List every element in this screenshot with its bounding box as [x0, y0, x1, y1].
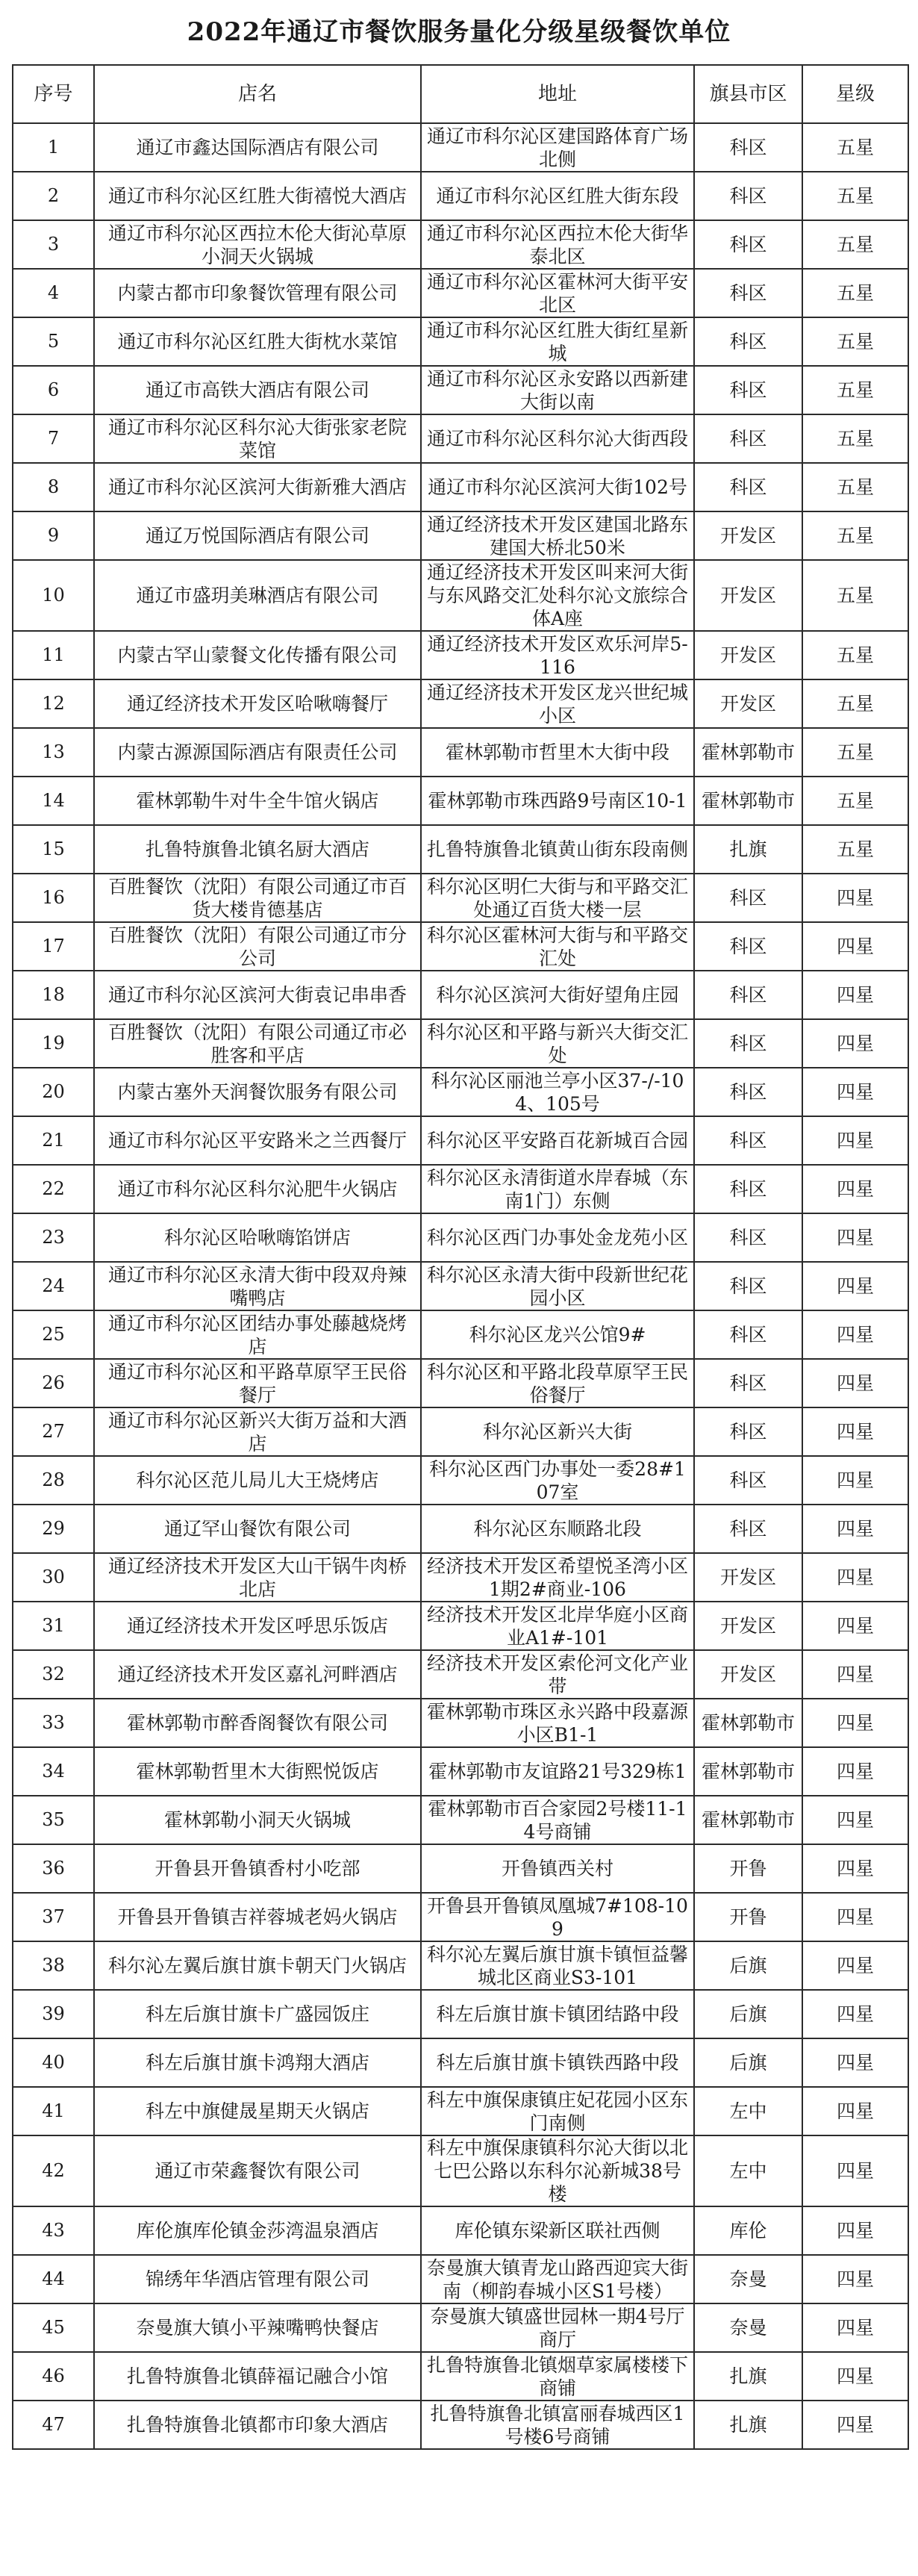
district: 科区: [694, 922, 802, 971]
table-row: [13, 172, 908, 220]
star-rating: 四星: [802, 2206, 908, 2255]
restaurant-name: 开鲁县开鲁镇香村小吃部: [94, 1844, 421, 1893]
restaurant-address: 科尔沁区明仁大街与和平路交汇处通辽百货大楼一层: [421, 874, 694, 922]
restaurant-name: 百胜餐饮（沈阳）有限公司通辽市必胜客和平店: [94, 1019, 421, 1068]
star-rating: 五星: [802, 825, 908, 874]
restaurant-name: 通辽市科尔沁区红胜大街禧悦大酒店: [94, 172, 421, 220]
table-row: [13, 728, 908, 777]
restaurant-name: 通辽市科尔沁区西拉木伦大街沁草原小洞天火锅城: [94, 220, 421, 269]
table-row: [13, 2352, 908, 2401]
table-row: [13, 414, 908, 463]
row-index: 46: [13, 2352, 94, 2401]
district: 科区: [694, 1019, 802, 1068]
restaurant-name: 通辽经济技术开发区哈啾嗨餐厅: [94, 679, 421, 728]
row-index: 14: [13, 777, 94, 825]
star-rating: 四星: [802, 1407, 908, 1456]
row-index: 5: [13, 317, 94, 366]
star-rating: 四星: [802, 1941, 908, 1990]
restaurant-name: 科尔沁左翼后旗甘旗卡朝天门火锅店: [94, 1941, 421, 1990]
restaurant-address: 科尔沁左翼后旗甘旗卡镇恒益馨城北区商业S3-101: [421, 1941, 694, 1990]
row-index: 1: [13, 123, 94, 172]
table-row: [13, 1262, 908, 1310]
district: 科区: [694, 220, 802, 269]
table-row: [13, 874, 908, 922]
table-row: [13, 1359, 908, 1407]
district: 科区: [694, 366, 802, 414]
restaurant-address: 科左中旗保康镇科尔沁大街以北七巴公路以东科尔沁新城38号楼: [421, 2135, 694, 2206]
restaurant-address: 科尔沁区永清街道水岸春城（东南1门）东侧: [421, 1165, 694, 1213]
table-row: [13, 511, 908, 560]
star-rating: 四星: [802, 2401, 908, 2449]
table-row: [13, 463, 908, 511]
star-rating: 四星: [802, 1990, 908, 2038]
star-rating: 四星: [802, 1165, 908, 1213]
district: 开发区: [694, 1650, 802, 1699]
row-index: 6: [13, 366, 94, 414]
row-index: 35: [13, 1796, 94, 1844]
star-rating: 五星: [802, 560, 908, 631]
row-index: 25: [13, 1310, 94, 1359]
table-row: [13, 1941, 908, 1990]
district: 扎旗: [694, 2401, 802, 2449]
restaurant-address: 科尔沁区东顺路北段: [421, 1505, 694, 1553]
restaurant-address: 霍林郭勒市友谊路21号329栋1: [421, 1747, 694, 1796]
star-rating: 四星: [802, 1456, 908, 1505]
table-row: [13, 2038, 908, 2087]
restaurant-name: 通辽市高铁大酒店有限公司: [94, 366, 421, 414]
star-rating: 四星: [802, 1019, 908, 1068]
restaurant-address: 科尔沁区永清大街中段新世纪花园小区: [421, 1262, 694, 1310]
star-rating: 四星: [802, 1796, 908, 1844]
district: 科区: [694, 1456, 802, 1505]
district: 科区: [694, 1068, 802, 1116]
district: 科区: [694, 1505, 802, 1553]
star-rating: 四星: [802, 2087, 908, 2135]
table-row: [13, 1990, 908, 2038]
star-rating: 四星: [802, 1553, 908, 1602]
restaurant-name: 内蒙古塞外天润餐饮服务有限公司: [94, 1068, 421, 1116]
restaurant-name: 内蒙古源源国际酒店有限责任公司: [94, 728, 421, 777]
restaurant-name: 通辽万悦国际酒店有限公司: [94, 511, 421, 560]
district: 左中: [694, 2135, 802, 2206]
district: 科区: [694, 1310, 802, 1359]
restaurant-address: 扎鲁特旗鲁北镇富丽春城西区1号楼6号商铺: [421, 2401, 694, 2449]
restaurant-address: 科尔沁区丽池兰亭小区37-/-104、105号: [421, 1068, 694, 1116]
table-row: [13, 220, 908, 269]
restaurant-name: 通辽罕山餐饮有限公司: [94, 1505, 421, 1553]
star-rating: 四星: [802, 1262, 908, 1310]
restaurant-name: 通辽市盛玥美琳酒店有限公司: [94, 560, 421, 631]
star-rating: 四星: [802, 1602, 908, 1650]
restaurant-name: 科尔沁区范儿局儿大王烧烤店: [94, 1456, 421, 1505]
star-rating: 五星: [802, 463, 908, 511]
district: 霍林郭勒市: [694, 1747, 802, 1796]
row-index: 29: [13, 1505, 94, 1553]
district: 开鲁: [694, 1893, 802, 1941]
star-rating: 四星: [802, 2352, 908, 2401]
row-index: 13: [13, 728, 94, 777]
restaurant-name: 扎鲁特旗鲁北镇名厨大酒店: [94, 825, 421, 874]
star-rating: 五星: [802, 220, 908, 269]
restaurant-address: 扎鲁特旗鲁北镇烟草家属楼楼下商铺: [421, 2352, 694, 2401]
restaurant-name: 霍林郭勒牛对牛全牛馆火锅店: [94, 777, 421, 825]
restaurant-address: 科尔沁区平安路百花新城百合园: [421, 1116, 694, 1165]
restaurant-address: 经济技术开发区索伦河文化产业带: [421, 1650, 694, 1699]
district: 库伦: [694, 2206, 802, 2255]
row-index: 21: [13, 1116, 94, 1165]
row-index: 2: [13, 172, 94, 220]
restaurant-name: 通辽市荣鑫餐饮有限公司: [94, 2135, 421, 2206]
district: 科区: [694, 1116, 802, 1165]
row-index: 16: [13, 874, 94, 922]
row-index: 8: [13, 463, 94, 511]
district: 开发区: [694, 679, 802, 728]
star-rating: 五星: [802, 172, 908, 220]
district: 奈曼: [694, 2303, 802, 2352]
row-index: 33: [13, 1699, 94, 1747]
district: 左中: [694, 2087, 802, 2135]
table-row: [13, 1019, 908, 1068]
row-index: 42: [13, 2135, 94, 2206]
restaurant-name: 通辽经济技术开发区大山干锅牛肉桥北店: [94, 1553, 421, 1602]
table-row: [13, 2255, 908, 2303]
district: 科区: [694, 971, 802, 1019]
star-rating: 四星: [802, 874, 908, 922]
row-index: 41: [13, 2087, 94, 2135]
district: 开发区: [694, 511, 802, 560]
star-rating: 四星: [802, 1844, 908, 1893]
row-index: 24: [13, 1262, 94, 1310]
restaurant-address: 霍林郭勒市珠西路9号南区10-1: [421, 777, 694, 825]
row-index: 31: [13, 1602, 94, 1650]
row-index: 45: [13, 2303, 94, 2352]
restaurant-name: 百胜餐饮（沈阳）有限公司通辽市百货大楼肯德基店: [94, 874, 421, 922]
table-row: [13, 560, 908, 631]
restaurant-address: 通辽市科尔沁区红胜大街红星新城: [421, 317, 694, 366]
restaurant-address: 通辽市科尔沁区永安路以西新建大街以南: [421, 366, 694, 414]
row-index: 19: [13, 1019, 94, 1068]
table-header-row: [13, 65, 908, 123]
restaurant-address: 通辽市科尔沁区红胜大街东段: [421, 172, 694, 220]
star-rating: 五星: [802, 777, 908, 825]
table-row: [13, 777, 908, 825]
row-index: 43: [13, 2206, 94, 2255]
restaurant-address: 经济技术开发区希望悦圣湾小区1期2#商业-106: [421, 1553, 694, 1602]
restaurant-name: 通辽市科尔沁区滨河大街袁记串串香: [94, 971, 421, 1019]
table-row: [13, 1553, 908, 1602]
star-rating: 四星: [802, 2255, 908, 2303]
restaurant-address: 通辽市科尔沁区西拉木伦大街华泰北区: [421, 220, 694, 269]
district: 开鲁: [694, 1844, 802, 1893]
row-index: 22: [13, 1165, 94, 1213]
district: 开发区: [694, 1602, 802, 1650]
restaurant-name: 通辽经济技术开发区呼思乐饭店: [94, 1602, 421, 1650]
restaurant-name: 通辽经济技术开发区嘉礼河畔酒店: [94, 1650, 421, 1699]
restaurant-address: 通辽经济技术开发区欢乐河岸5-116: [421, 631, 694, 679]
row-index: 47: [13, 2401, 94, 2449]
district: 科区: [694, 1165, 802, 1213]
row-index: 44: [13, 2255, 94, 2303]
restaurant-address: 通辽市科尔沁区科尔沁大街西段: [421, 414, 694, 463]
restaurant-name: 奈曼旗大镇小平辣嘴鸭快餐店: [94, 2303, 421, 2352]
restaurant-name: 霍林郭勒哲里木大街熙悦饭店: [94, 1747, 421, 1796]
table-row: [13, 317, 908, 366]
table-row: [13, 2087, 908, 2135]
table-row: [13, 1602, 908, 1650]
star-rating: 五星: [802, 317, 908, 366]
restaurant-name: 科左中旗健晟星期天火锅店: [94, 2087, 421, 2135]
row-index: 18: [13, 971, 94, 1019]
table-row: [13, 1068, 908, 1116]
restaurant-address: 通辽市科尔沁区滨河大街102号: [421, 463, 694, 511]
star-rating: 四星: [802, 1747, 908, 1796]
district: 开发区: [694, 560, 802, 631]
restaurant-name: 通辽市科尔沁区科尔沁大街张家老院菜馆: [94, 414, 421, 463]
restaurant-address: 库伦镇东梁新区联社西侧: [421, 2206, 694, 2255]
star-rating: 四星: [802, 971, 908, 1019]
header-name: 店名: [94, 65, 421, 123]
restaurant-address: 通辽经济技术开发区叫来河大街与东风路交汇处科尔沁文旅综合体A座: [421, 560, 694, 631]
table-row: [13, 2401, 908, 2449]
district: 后旗: [694, 2038, 802, 2087]
restaurant-name: 通辽市科尔沁区和平路草原罕王民俗餐厅: [94, 1359, 421, 1407]
table-row: [13, 269, 908, 317]
table-row: [13, 2135, 908, 2206]
header-star: 星级: [802, 65, 908, 123]
table-row: [13, 2303, 908, 2352]
table-row: [13, 679, 908, 728]
restaurant-name: 内蒙古罕山蒙餐文化传播有限公司: [94, 631, 421, 679]
restaurant-name: 通辽市科尔沁区滨河大街新雅大酒店: [94, 463, 421, 511]
restaurant-name: 锦绣年华酒店管理有限公司: [94, 2255, 421, 2303]
district: 霍林郭勒市: [694, 1699, 802, 1747]
row-index: 26: [13, 1359, 94, 1407]
district: 扎旗: [694, 825, 802, 874]
district: 扎旗: [694, 2352, 802, 2401]
row-index: 37: [13, 1893, 94, 1941]
restaurant-address: 科尔沁区和平路北段草原罕王民俗餐厅: [421, 1359, 694, 1407]
row-index: 23: [13, 1213, 94, 1262]
row-index: 12: [13, 679, 94, 728]
district: 后旗: [694, 1990, 802, 2038]
star-rating: 五星: [802, 679, 908, 728]
restaurant-name: 通辽市鑫达国际酒店有限公司: [94, 123, 421, 172]
district: 后旗: [694, 1941, 802, 1990]
table-row: [13, 1650, 908, 1699]
restaurant-address: 通辽经济技术开发区龙兴世纪城小区: [421, 679, 694, 728]
restaurant-address: 通辽经济技术开发区建国北路东建国大桥北50米: [421, 511, 694, 560]
restaurant-name: 扎鲁特旗鲁北镇都市印象大酒店: [94, 2401, 421, 2449]
table-row: [13, 1505, 908, 1553]
table-row: [13, 922, 908, 971]
row-index: 11: [13, 631, 94, 679]
table-row: [13, 1796, 908, 1844]
restaurant-address: 科尔沁区西门办事处金龙苑小区: [421, 1213, 694, 1262]
table-row: [13, 1213, 908, 1262]
district: 开发区: [694, 1553, 802, 1602]
restaurant-name: 霍林郭勒市醉香阁餐饮有限公司: [94, 1699, 421, 1747]
table-row: [13, 631, 908, 679]
star-rating: 四星: [802, 2038, 908, 2087]
table-row: [13, 1407, 908, 1456]
row-index: 28: [13, 1456, 94, 1505]
star-rating: 四星: [802, 1650, 908, 1699]
restaurant-address: 开鲁县开鲁镇凤凰城7#108-109: [421, 1893, 694, 1941]
restaurant-address: 扎鲁特旗鲁北镇黄山街东段南侧: [421, 825, 694, 874]
restaurant-name: 开鲁县开鲁镇吉祥蓉城老妈火锅店: [94, 1893, 421, 1941]
district: 奈曼: [694, 2255, 802, 2303]
star-rating: 五星: [802, 366, 908, 414]
restaurant-address: 经济技术开发区北岸华庭小区商业A1#-101: [421, 1602, 694, 1650]
restaurant-address: 通辽市科尔沁区建国路体育广场北侧: [421, 123, 694, 172]
star-rating: 五星: [802, 414, 908, 463]
restaurant-address: 科尔沁区和平路与新兴大街交汇处: [421, 1019, 694, 1068]
table-row: [13, 2206, 908, 2255]
star-rating: 四星: [802, 1116, 908, 1165]
restaurant-address: 科尔沁区龙兴公馆9#: [421, 1310, 694, 1359]
table-row: [13, 1310, 908, 1359]
district: 科区: [694, 172, 802, 220]
row-index: 4: [13, 269, 94, 317]
district: 科区: [694, 1213, 802, 1262]
restaurant-name: 通辽市科尔沁区团结办事处藤越烧烤店: [94, 1310, 421, 1359]
restaurant-name: 通辽市科尔沁区新兴大街万益和大酒店: [94, 1407, 421, 1456]
star-rating: 五星: [802, 123, 908, 172]
district: 科区: [694, 463, 802, 511]
header-index: 序号: [13, 65, 94, 123]
district: 霍林郭勒市: [694, 777, 802, 825]
district: 科区: [694, 1359, 802, 1407]
star-rating: 四星: [802, 922, 908, 971]
restaurant-name: 霍林郭勒小洞天火锅城: [94, 1796, 421, 1844]
district: 科区: [694, 1407, 802, 1456]
restaurant-name: 科左后旗甘旗卡鸿翔大酒店: [94, 2038, 421, 2087]
restaurant-name: 科尔沁区哈啾嗨馅饼店: [94, 1213, 421, 1262]
table-row: [13, 1456, 908, 1505]
restaurant-address: 科尔沁区霍林河大街与和平路交汇处: [421, 922, 694, 971]
row-index: 36: [13, 1844, 94, 1893]
district: 科区: [694, 874, 802, 922]
district: 科区: [694, 269, 802, 317]
row-index: 7: [13, 414, 94, 463]
header-address: 地址: [421, 65, 694, 123]
row-index: 15: [13, 825, 94, 874]
table-row: [13, 1699, 908, 1747]
restaurant-address: 霍林郭勒市百合家园2号楼11-14号商铺: [421, 1796, 694, 1844]
table-row: [13, 1747, 908, 1796]
restaurant-address: 通辽市科尔沁区霍林河大街平安北区: [421, 269, 694, 317]
row-index: 10: [13, 560, 94, 631]
row-index: 30: [13, 1553, 94, 1602]
restaurant-address: 科尔沁区新兴大街: [421, 1407, 694, 1456]
table-row: [13, 1165, 908, 1213]
page-title: 2022年通辽市餐饮服务量化分级星级餐饮单位: [187, 17, 731, 47]
restaurant-name: 内蒙古都市印象餐饮管理有限公司: [94, 269, 421, 317]
restaurant-address: 奈曼旗大镇盛世园林一期4号厅商厅: [421, 2303, 694, 2352]
row-index: 32: [13, 1650, 94, 1699]
district: 开发区: [694, 631, 802, 679]
row-index: 38: [13, 1941, 94, 1990]
restaurant-name: 通辽市科尔沁区永清大街中段双舟辣嘴鸭店: [94, 1262, 421, 1310]
restaurant-name: 百胜餐饮（沈阳）有限公司通辽市分公司: [94, 922, 421, 971]
restaurant-name: 通辽市科尔沁区红胜大街枕水菜馆: [94, 317, 421, 366]
restaurant-address: 霍林郭勒市哲里木大街中段: [421, 728, 694, 777]
restaurant-name: 科左后旗甘旗卡广盛园饭庄: [94, 1990, 421, 2038]
restaurant-name: 扎鲁特旗鲁北镇薛福记融合小馆: [94, 2352, 421, 2401]
row-index: 40: [13, 2038, 94, 2087]
star-rating: 四星: [802, 1699, 908, 1747]
star-rating: 五星: [802, 631, 908, 679]
star-rating: 四星: [802, 1359, 908, 1407]
restaurant-name: 库伦旗库伦镇金莎湾温泉酒店: [94, 2206, 421, 2255]
row-index: 3: [13, 220, 94, 269]
table-row: [13, 366, 908, 414]
restaurant-address: 科左中旗保康镇庄妃花园小区东门南侧: [421, 2087, 694, 2135]
district: 科区: [694, 1262, 802, 1310]
table-row: [13, 1893, 908, 1941]
row-index: 20: [13, 1068, 94, 1116]
restaurant-address: 霍林郭勒市珠区永兴路中段嘉源小区B1-1: [421, 1699, 694, 1747]
star-rating: 四星: [802, 1310, 908, 1359]
restaurant-address: 科左后旗甘旗卡镇铁西路中段: [421, 2038, 694, 2087]
table-row: [13, 1844, 908, 1893]
header-district: 旗县市区: [694, 65, 802, 123]
row-index: 9: [13, 511, 94, 560]
restaurant-table: [12, 64, 909, 2450]
district: 科区: [694, 317, 802, 366]
row-index: 17: [13, 922, 94, 971]
restaurant-address: 奈曼旗大镇青龙山路西迎宾大街南（柳韵春城小区S1号楼）: [421, 2255, 694, 2303]
table-row: [13, 971, 908, 1019]
star-rating: 四星: [802, 2303, 908, 2352]
table-body: [13, 123, 908, 2449]
restaurant-address: 科左后旗甘旗卡镇团结路中段: [421, 1990, 694, 2038]
district: 科区: [694, 123, 802, 172]
star-rating: 五星: [802, 511, 908, 560]
row-index: 39: [13, 1990, 94, 2038]
star-rating: 五星: [802, 728, 908, 777]
restaurant-address: 科尔沁区西门办事处一委28#107室: [421, 1456, 694, 1505]
row-index: 34: [13, 1747, 94, 1796]
table-row: [13, 123, 908, 172]
district: 霍林郭勒市: [694, 728, 802, 777]
district: 科区: [694, 414, 802, 463]
table-row: [13, 825, 908, 874]
star-rating: 五星: [802, 269, 908, 317]
star-rating: 四星: [802, 1893, 908, 1941]
row-index: 27: [13, 1407, 94, 1456]
star-rating: 四星: [802, 1213, 908, 1262]
restaurant-name: 通辽市科尔沁区平安路米之兰西餐厅: [94, 1116, 421, 1165]
district: 霍林郭勒市: [694, 1796, 802, 1844]
restaurant-address: 科尔沁区滨河大街好望角庄园: [421, 971, 694, 1019]
star-rating: 四星: [802, 1505, 908, 1553]
restaurant-name: 通辽市科尔沁区科尔沁肥牛火锅店: [94, 1165, 421, 1213]
star-rating: 四星: [802, 2135, 908, 2206]
table-row: [13, 1116, 908, 1165]
star-rating: 四星: [802, 1068, 908, 1116]
restaurant-address: 开鲁镇西关村: [421, 1844, 694, 1893]
